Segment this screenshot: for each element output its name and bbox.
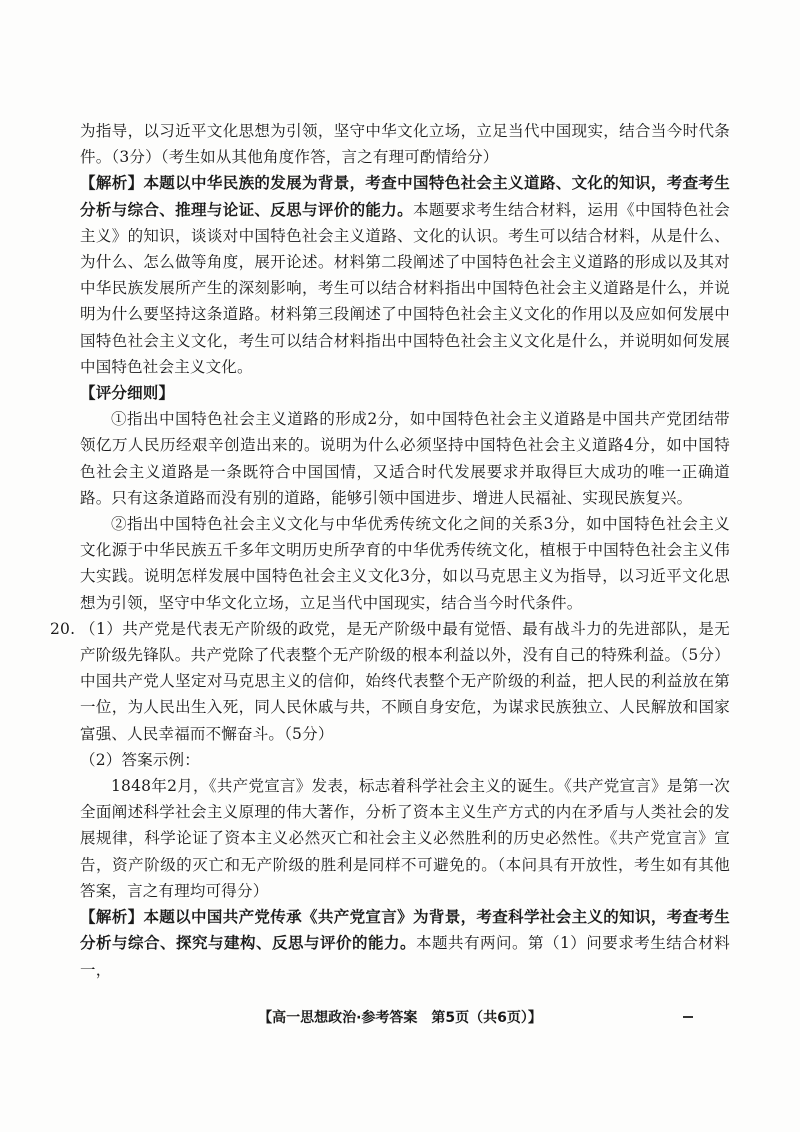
analysis-text-2: 本题共有两问。第（1）问要求考生结合材料一， — [80, 934, 730, 979]
footer-dash — [683, 1016, 693, 1018]
analysis-label: 【解析】 — [80, 174, 144, 193]
scoring-rules-label: 【评分细则】 — [80, 384, 175, 403]
analysis-bold-text: 本题以中华民族的发展为背景，考查中国特色社会主义道路、文化的知识，考查考生分析与综合、推理与论证、反思与评价的能力。 — [80, 173, 730, 219]
analysis-paragraph-2 — [80, 904, 730, 983]
question-number: 20. — [50, 619, 76, 638]
scoring-rule-2: ②指出中国特色社会主义文化与中华优秀传统文化之间的关系3分，如中国特色社会主义文化源于中华民族五千多年文明历史所孕育的中华优秀传统文化，植根于中国特色社会主义伟大实践。说明怎样发展中国特色社会主义文化3分，如以马克思主义为指导，以习近平文化思想为引领，坚守中华文化立场，立足当代中国现实，结合当今时代条件。 — [80, 515, 730, 612]
analysis-label-2: 【解析】 — [80, 908, 144, 927]
page-footer: 【高一思想政治·参考答案 第5页（共6页）】 — [258, 1010, 542, 1026]
scoring-rule-1: ①指出中国特色社会主义道路的形成2分，如中国特色社会主义道路是中国共产党团结带领亿万人民历经艰辛创造出来的。说明为什么必须坚持中国特色社会主义道路4分，如中国特色社会主义道路是一条既符合中国国情，又适合时代发展要求并取得巨大成功的唯一正确道路。只有这条道路而没有别的道路，能够引领中国进步、增进人民福祉、实现民族复兴。 — [80, 410, 730, 507]
question-20-part-1 — [50, 616, 730, 747]
question-20-part-2-label: （2）答案示例： — [80, 750, 200, 769]
question-20-part-1-text: （1）共产党是代表无产阶级的政党，是无产阶级中最有觉悟、最有战斗力的先进部队，是无产阶级先锋队。共产党除了代表整个无产阶级的根本利益以外，没有自己的特殊利益。（5分）中国共产党人坚定对马克思主义的信仰，始终代表整个无产阶级的利益，把人民的利益放在第一位，为人民出生入死，同人民休戚与共，不顾自身安危，为谋求民族独立、人民解放和国家富强、人民幸福而不懈奋斗。（5分） — [80, 619, 730, 743]
analysis-text: 本题要求考生结合材料，运用《中国特色社会主义》的知识，谈谈对中国特色社会主义道路、文化的认识。考生可以结合材料，从是什么、为什么、怎么做等角度，展开论述。材料第二段阐述了中国特色社会主义道路的形成以及其对中华民族发展所产生的深刻影响，考生可以结合材料指出中国特色社会主义道路是什么，并说明为什么要坚持这条道路。材料第三段阐述了中国特色社会主义文化的作用以及应如何发展中国特色社会主义文化，考生可以结合材料指出中国特色社会主义文化是什么，并说明如何发展中国特色社会主义文化。 — [80, 200, 730, 376]
paragraph-continuation: 为指导，以习近平文化思想为引领，坚守中华文化立场，立足当代中国现实，结合当今时代条件。（3分）（考生如从其他角度作答，言之有理可酌情给分） — [80, 122, 730, 167]
analysis-paragraph-1 — [80, 170, 730, 380]
question-20-part-2-text: 1848年2月，《共产党宣言》发表，标志着科学社会主义的诞生。《共产党宣言》是第一次全面阐述科学社会主义原理的伟大著作，分析了资本主义生产方式的内在矛盾与人类社会的发展规律，科学论证了资本主义必然灭亡和社会主义必然胜利的历史必然性。《共产党宣言》宣告，资产阶级的灭亡和无产阶级的胜利是同样不可避免的。（本问具有开放性，考生如有其他答案，言之有理均可得分） — [80, 777, 730, 900]
answer-content — [50, 118, 730, 983]
analysis-bold-text-2: 本题以中国共产党传承《共产党宣言》为背景，考查科学社会主义的知识，考查考生分析与综合、探究与建构、反思与评价的能力。 — [80, 907, 730, 953]
